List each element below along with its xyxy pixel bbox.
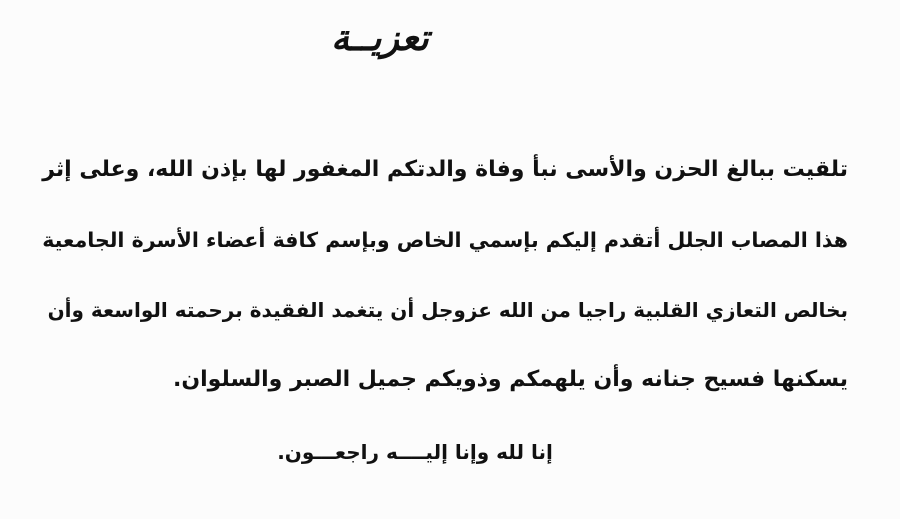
closing-verse: إنا لله وإنا إليــــه راجعـــون. [277,440,553,464]
paragraph-line: تلقيت ببالغ الحزن والأسى نبأ وفاة والدتكم المغفور لها بإذن الله، وعلى إثر [42,157,848,182]
paragraph-line: هذا المصاب الجلل أتقدم إليكم بإسمي الخاص وبإسم كافة أعضاء الأسرة الجامعية [42,228,848,252]
condolence-paragraph [40,135,848,415]
paragraph-line: يسكنها فسيح جنانه وأن يلهمكم وذويكم جميل الصبر والسلوان. [173,367,848,392]
document-title: تعزيــة [331,18,429,59]
paragraph-line: بخالص التعازي القلبية راجيا من الله عزوجل أن يتغمد الفقيدة برحمته الواسعة وأن [47,298,848,322]
